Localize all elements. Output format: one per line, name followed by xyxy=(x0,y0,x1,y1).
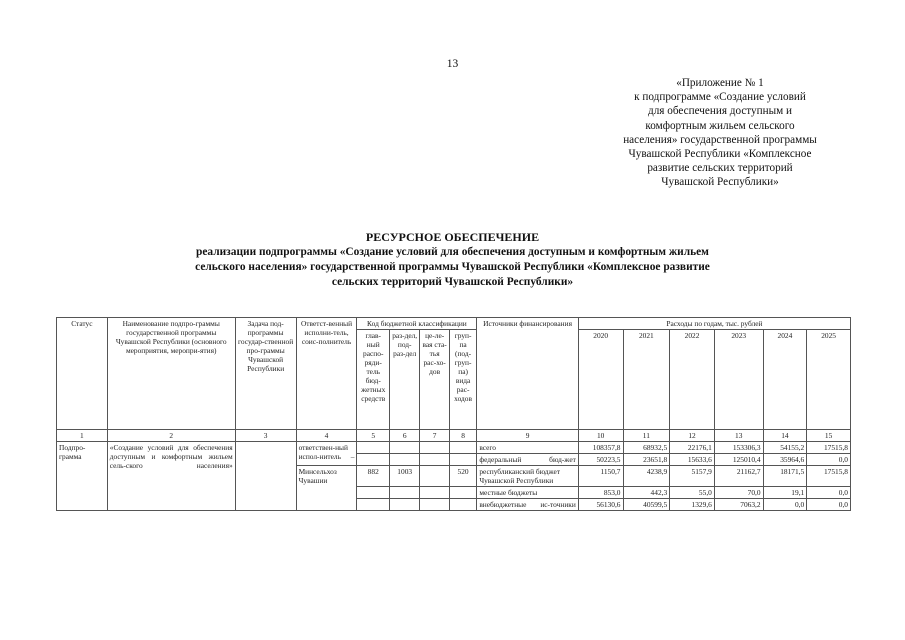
value-cell: 21162,7 xyxy=(714,466,763,487)
value-cell: 125010,4 xyxy=(714,454,763,466)
value-cell: 853,0 xyxy=(578,487,623,499)
value-cell: 54155,2 xyxy=(763,442,807,454)
value-cell: 70,0 xyxy=(714,487,763,499)
value-cell: 19,1 xyxy=(763,487,807,499)
source-cell: республиканский бюджет Чувашской Республики xyxy=(477,466,579,487)
header-sources: Источники финансирования xyxy=(477,318,579,430)
code-main-cell: 882 xyxy=(357,466,389,487)
status-cell: Подпро-грамма xyxy=(57,442,108,511)
value-cell: 108357,8 xyxy=(578,442,623,454)
resource-table xyxy=(56,317,851,511)
code-section-cell xyxy=(389,487,419,499)
code-group-cell: 520 xyxy=(449,466,476,487)
value-cell: 0,0 xyxy=(807,454,851,466)
page-number: 13 xyxy=(446,58,459,70)
code-section-cell xyxy=(389,442,419,454)
code-main-cell xyxy=(357,442,389,454)
value-cell: 35964,6 xyxy=(763,454,807,466)
value-cell: 68932,5 xyxy=(623,442,670,454)
code-main-cell xyxy=(357,499,389,511)
col-number: 3 xyxy=(235,430,296,442)
code-section-cell xyxy=(389,454,419,466)
value-cell: 7063,2 xyxy=(714,499,763,511)
col-number: 8 xyxy=(449,430,476,442)
value-cell: 50223,5 xyxy=(578,454,623,466)
value-cell: 0,0 xyxy=(807,487,851,499)
col-number: 10 xyxy=(578,430,623,442)
appendix-heading xyxy=(594,76,846,190)
source-cell: местные бюджеты xyxy=(477,487,579,499)
value-cell: 5157,9 xyxy=(670,466,715,487)
value-cell: 23651,8 xyxy=(623,454,670,466)
appendix-line: комфортным жильем сельского xyxy=(645,119,795,132)
value-cell: 56130,6 xyxy=(578,499,623,511)
code-target-cell xyxy=(420,499,449,511)
header-status: Статус xyxy=(57,318,108,430)
value-cell: 55,0 xyxy=(670,487,715,499)
col-number: 11 xyxy=(623,430,670,442)
code-group-cell xyxy=(449,487,476,499)
header-year: 2024 xyxy=(763,330,807,430)
header-expense-group: груп-па (под-груп-па) вида рас-ходов xyxy=(449,330,476,430)
value-cell: 153306,3 xyxy=(714,442,763,454)
col-number: 15 xyxy=(807,430,851,442)
source-cell: внебюджетные ис-точники xyxy=(477,499,579,511)
subtitle-line: сельского населения» государственной программы Чувашской Республики «Комплексное развитие xyxy=(195,261,710,273)
code-main-cell xyxy=(357,487,389,499)
code-target-cell xyxy=(420,466,449,487)
code-group-cell xyxy=(449,454,476,466)
value-cell: 17515,8 xyxy=(807,442,851,454)
header-expenses: Расходы по годам, тыс. рублей xyxy=(578,318,850,330)
column-number-row xyxy=(57,430,851,442)
col-number: 14 xyxy=(763,430,807,442)
appendix-line: к подпрограмме «Создание условий xyxy=(634,91,806,104)
col-number: 13 xyxy=(714,430,763,442)
code-target-cell xyxy=(420,487,449,499)
program-name-cell: «Создание условий для обеспечения доступным и комфортным жильем сель-ского населения» xyxy=(107,442,235,511)
header-section: раз-дел, под-раз-дел xyxy=(389,330,419,430)
col-number: 2 xyxy=(107,430,235,442)
header-budget-code: Код бюджетной классификации xyxy=(357,318,477,330)
appendix-line: для обеспечения доступным и xyxy=(648,105,792,118)
subtitle-line: сельских территорий Чувашской Республики» xyxy=(331,276,574,288)
value-cell: 0,0 xyxy=(763,499,807,511)
document-title xyxy=(120,230,785,290)
value-cell: 4238,9 xyxy=(623,466,670,487)
source-cell: федеральный бюд-жет xyxy=(477,454,579,466)
value-cell: 17515,8 xyxy=(807,466,851,487)
appendix-line: населения» государственной программы xyxy=(623,133,817,146)
col-number: 5 xyxy=(357,430,389,442)
col-number: 7 xyxy=(420,430,449,442)
value-cell: 442,3 xyxy=(623,487,670,499)
header-task: Задача под-программы государ-ственной про-граммы Чувашской Республики xyxy=(235,318,296,430)
appendix-line: «Приложение № 1 xyxy=(676,77,764,89)
col-number: 4 xyxy=(296,430,357,442)
appendix-line: развитие сельских территорий xyxy=(647,162,793,175)
header-year: 2023 xyxy=(714,330,763,430)
title-main: РЕСУРСНОЕ ОБЕСПЕЧЕНИЕ xyxy=(365,230,540,244)
value-cell: 15633,6 xyxy=(670,454,715,466)
table-row xyxy=(57,442,851,454)
value-cell: 22176,1 xyxy=(670,442,715,454)
col-number: 1 xyxy=(57,430,108,442)
col-number: 6 xyxy=(389,430,419,442)
header-year: 2022 xyxy=(670,330,715,430)
task-cell xyxy=(235,442,296,511)
code-target-cell xyxy=(420,442,449,454)
header-year: 2025 xyxy=(807,330,851,430)
header-year: 2021 xyxy=(623,330,670,430)
subtitle-line: реализации подпрограммы «Создание условий для обеспечения доступным и комфортным жильем xyxy=(196,246,709,258)
code-group-cell xyxy=(449,499,476,511)
appendix-line: Чувашской Республики» xyxy=(661,176,779,189)
code-target-cell xyxy=(420,454,449,466)
col-number: 9 xyxy=(477,430,579,442)
source-cell: всего xyxy=(477,442,579,454)
header-main-manager: глав-ный распо-ряди-тель бюд-жетных средств xyxy=(357,330,389,430)
value-cell: 1150,7 xyxy=(578,466,623,487)
responsible-cell: ответствен-ный испол-нитель – xyxy=(296,442,357,466)
code-section-cell: 1003 xyxy=(389,466,419,487)
header-name: Наименование подпро-граммы государственной программы Чувашской Республики (основного мероприятия, меропри-ятия) xyxy=(107,318,235,430)
header-year: 2020 xyxy=(578,330,623,430)
header-target-article: це-ле-вая ста-тья рас-хо-дов xyxy=(420,330,449,430)
value-cell: 0,0 xyxy=(807,499,851,511)
responsible-cell: Минсельхоз Чувашии xyxy=(296,466,357,511)
value-cell: 1329,6 xyxy=(670,499,715,511)
code-main-cell xyxy=(357,454,389,466)
value-cell: 40599,5 xyxy=(623,499,670,511)
col-number: 12 xyxy=(670,430,715,442)
code-group-cell xyxy=(449,442,476,454)
appendix-line: Чувашской Республики «Комплексное xyxy=(628,148,812,161)
table-header-row xyxy=(57,318,851,330)
header-responsible: Ответст-венный исполни-тель, соис-полнитель xyxy=(296,318,357,430)
code-section-cell xyxy=(389,499,419,511)
value-cell: 18171,5 xyxy=(763,466,807,487)
